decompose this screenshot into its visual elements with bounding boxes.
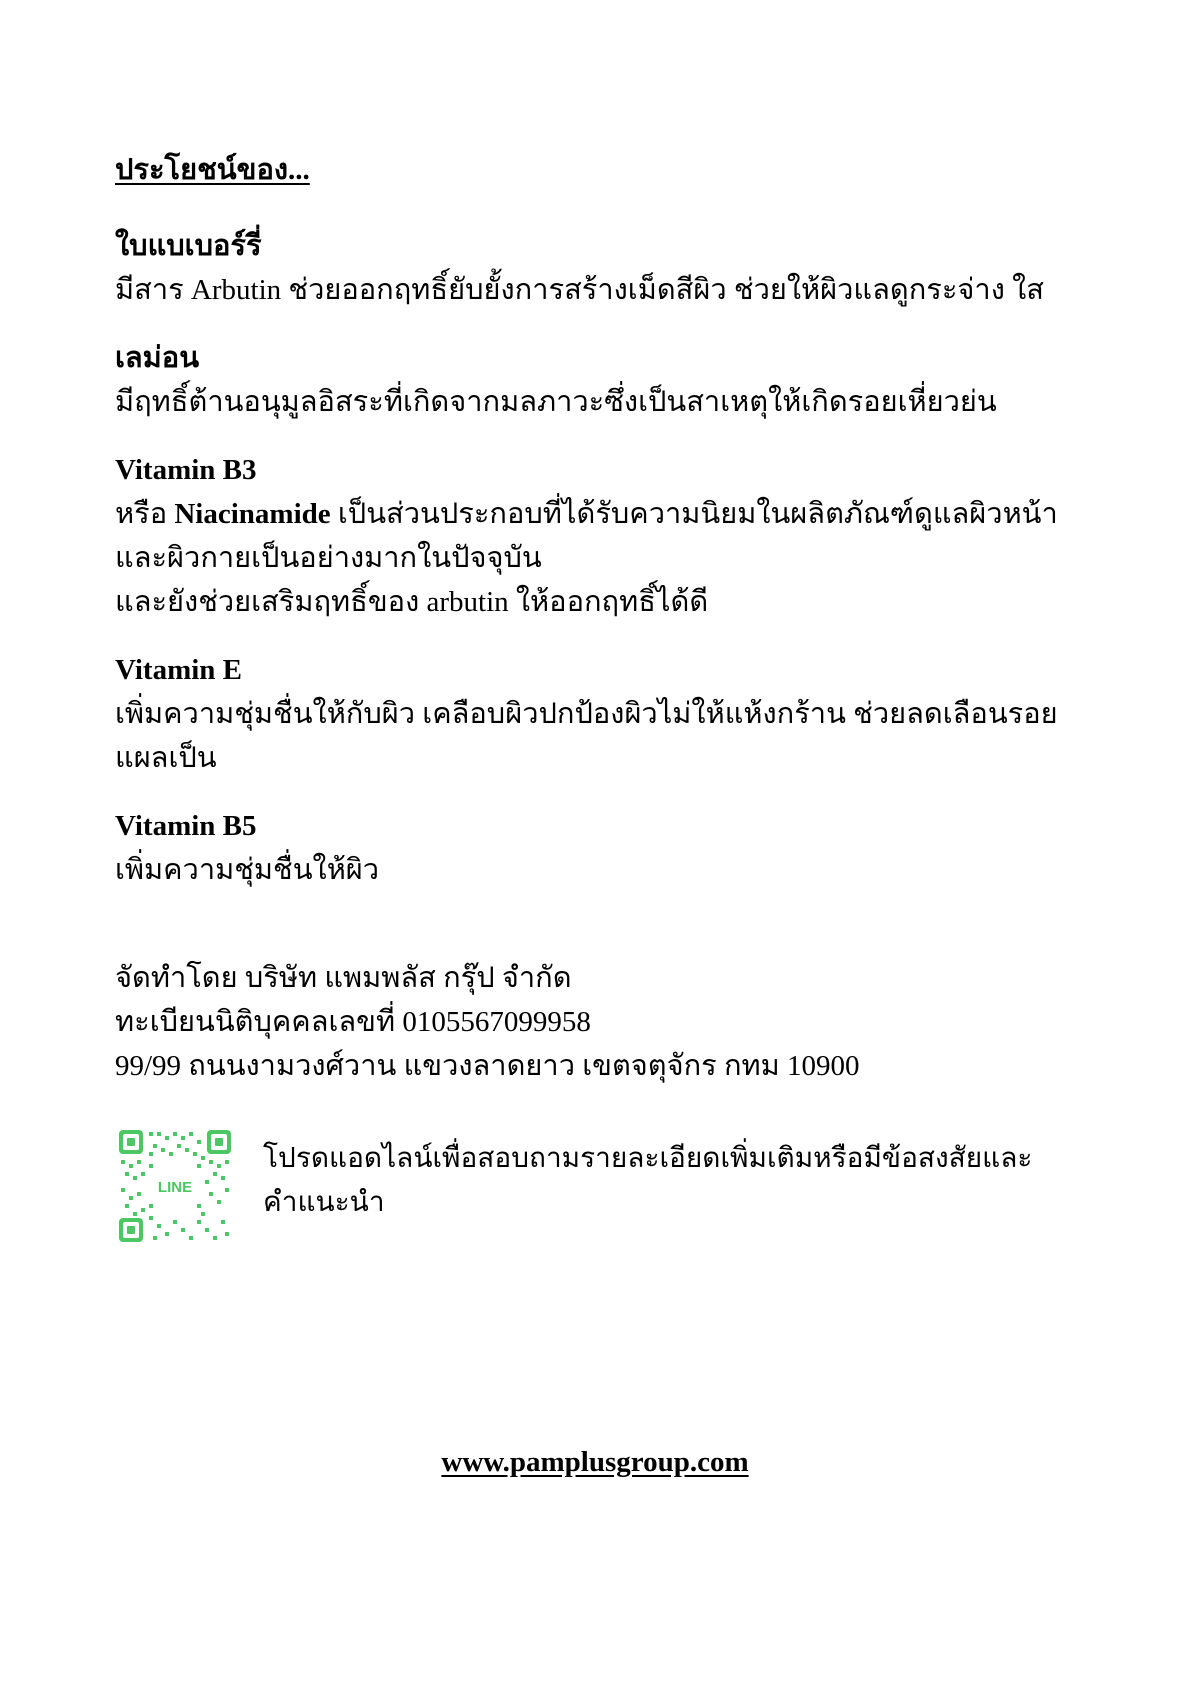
section-line: และยังช่วยเสริมฤทธิ์ของ arbutin ให้ออกฤทธิ์ได้ดี: [115, 586, 709, 618]
company-address: 99/99 ถนนงามวงศ์วาน แขวงลาดยาว เขตจตุจักร กทม 10900: [115, 1050, 860, 1082]
line-contact-text: โปรดแอดไลน์เพื่อสอบถามรายละเอียดเพิ่มเติมหรือมีข้อสงสัยและคำแนะนำ: [263, 1141, 1033, 1218]
website-link[interactable]: www.pamplusgroup.com: [441, 1446, 749, 1478]
page-heading: ประโยชน์ของ...: [115, 154, 310, 186]
section-title: เลม่อน: [115, 342, 200, 374]
section-line-text: เป็นส่วนประกอบที่ได้รับความนิยมในผลิตภัณฑ์ดูแลผิวหน้า และผิวกายเป็นอย่างมากในปัจจุบัน: [115, 498, 1058, 574]
section-vitamin-b5: [115, 804, 1075, 892]
section-body: [115, 380, 1075, 424]
section-line: [115, 492, 1075, 580]
company-name: จัดทำโดย บริษัท แพมพลัส กรุ๊ป จำกัด: [115, 962, 572, 994]
company-registration: ทะเบียนนิติบุคคลเลขที่ 0105567099958: [115, 1006, 591, 1038]
section-line: มีสาร Arbutin ช่วยออกฤทธิ์ยับยั้งการสร้างเม็ดสีผิว ช่วยให้ผิวแลดูกระจ่าง ใส: [115, 274, 1044, 306]
section-body: [115, 268, 1075, 312]
section-vitamin-e: [115, 648, 1075, 780]
section-body: [115, 492, 1075, 624]
section-line: เพิ่มความชุ่มชื่นให้กับผิว เคลือบผิวปกป้องผิวไม่ให้แห้งกร้าน ช่วยลดเลือนรอยแผลเป็น: [115, 698, 1058, 774]
section-line-prefix: หรือ: [115, 498, 175, 530]
document-page: [115, 150, 1075, 1248]
qr-label: LINE: [157, 1179, 193, 1196]
section-body: [115, 692, 1075, 780]
company-info: [115, 956, 1075, 1088]
section-title: ใบแบเบอร์รี่: [115, 230, 262, 262]
line-contact: [115, 1128, 1075, 1248]
section-bearberry: [115, 224, 1075, 312]
section-line: เพิ่มความชุ่มชื่นให้ผิว: [115, 854, 380, 886]
section-title: Vitamin E: [115, 654, 243, 686]
section-lemon: [115, 336, 1075, 424]
line-qr-code-icon[interactable]: [119, 1130, 231, 1242]
niacinamide-term: Niacinamide: [174, 498, 331, 530]
section-title: Vitamin B5: [115, 810, 257, 842]
section-vitamin-b3: [115, 448, 1075, 624]
section-line: มีฤทธิ์ต้านอนุมูลอิสระที่เกิดจากมลภาวะซึ่งเป็นสาเหตุให้เกิดรอยเหี่ยวย่น: [115, 386, 997, 418]
section-title: Vitamin B3: [115, 454, 257, 486]
section-body: [115, 848, 1075, 892]
